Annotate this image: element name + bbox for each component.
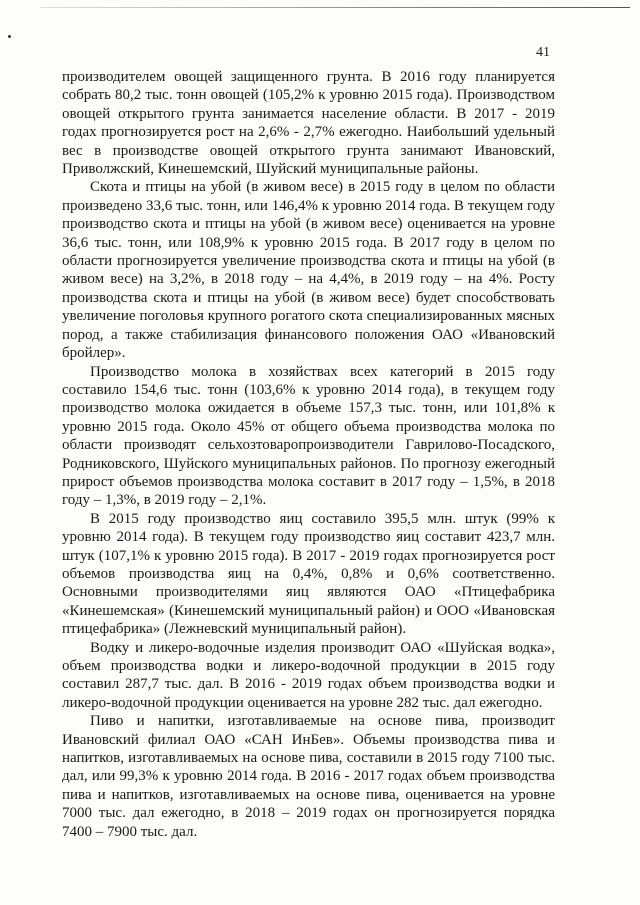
scan-speck xyxy=(8,35,11,38)
paragraph-milk: Производство молока в хозяйствах всех категорий в 2015 году составило 154,6 тыс. тонн (103,6% к уровню 2014 года), в текущем году производство молока ожидается в объеме 157,3 тыс. тонн, или 101,8% к уровню 2015 года. Около 45% от общего объема производства молока по области производят сельхозтоваропроизводители Гаврилово-Посадского, Родниковского, Шуйского муниципальных районов. По прогнозу ежегодный прирост объемов производства молока составит в 2017 году – 1,5%, в 2018 году – 1,3%, в 2019 году – 2,1%. xyxy=(62,363,555,509)
page-number: 41 xyxy=(536,45,550,60)
body-text xyxy=(62,68,555,841)
paragraph-eggs: В 2015 году производство яиц составило 395,5 млн. штук (99% к уровню 2014 года). В текущем году производство яиц составит 423,7 млн. штук (107,1% к уровню 2015 года). В 2017 - 2019 годах прогнозируется рост объемов производства яиц на 0,4%, 0,8% и 0,6% соответственно. Основными производителями яиц являются ОАО «Птицефабрика «Кинешемская» (Кинешемский муниципальный район) и ООО «Ивановская птицефабрика» (Лежневский муниципальный район). xyxy=(62,510,555,638)
paragraph-vodka: Водку и ликеро-водочные изделия производит ОАО «Шуйская водка», объем производства водки и ликеро-водочной продукции в 2015 году составил 287,7 тыс. дал. В 2016 - 2019 годах объем производства водки и ликеро-водочной продукции оценивается на уровне 282 тыс. дал ежегодно. xyxy=(62,639,555,711)
scan-edge-line xyxy=(40,7,630,8)
paragraph-vegetables: производителем овощей защищенного грунта. В 2016 году планируется собрать 80,2 тыс. тонн овощей (105,2% к уровню 2015 года). Производством овощей открытого грунта занимается население области. В 2017 - 2019 годах прогнозируется рост на 2,6% - 2,7% ежегодно. Наибольший удельный вес в производстве овощей открытого грунта занимают Ивановский, Приволжский, Кинешемский, Шуйский муниципальные районы. xyxy=(62,69,555,178)
paragraph-livestock: Скота и птицы на убой (в живом весе) в 2015 году в целом по области произведено 33,6 тыс. тонн, или 146,4% к уровню 2014 года. В текущем году производство скота и птицы на убой (в живом весе) оценивается на уровне 36,6 тыс. тонн, или 108,9% к уровню 2015 года. В 2017 году в целом по области прогнозируется увеличение производства скота и птицы на убой (в живом весе) на 3,2%, в 2018 году – на 4,4%, в 2019 году – на 4%. Росту производства скота и птицы на убой (в живом весе) будет способствовать увеличение поголовья крупного рогатого скота специализированных мясных пород, а также стабилизация финансового положения ОАО «Ивановский бройлер». xyxy=(62,179,555,362)
paragraph-beer: Пиво и напитки, изготавливаемые на основе пива, производит Ивановский филиал ОАО «САН ИнБев». Объемы производства пива и напитков, изготавливаемых на основе пива, составили в 2015 году 7100 тыс. дал, или 99,3% к уровню 2014 года. В 2016 - 2017 годах объем производства пива и напитков, изготавливаемых на основе пива, оценивается на уровне 7000 тыс. дал ежегодно, в 2018 – 2019 годах он прогнозируется порядка 7400 – 7900 тыс. дал. xyxy=(62,713,555,840)
